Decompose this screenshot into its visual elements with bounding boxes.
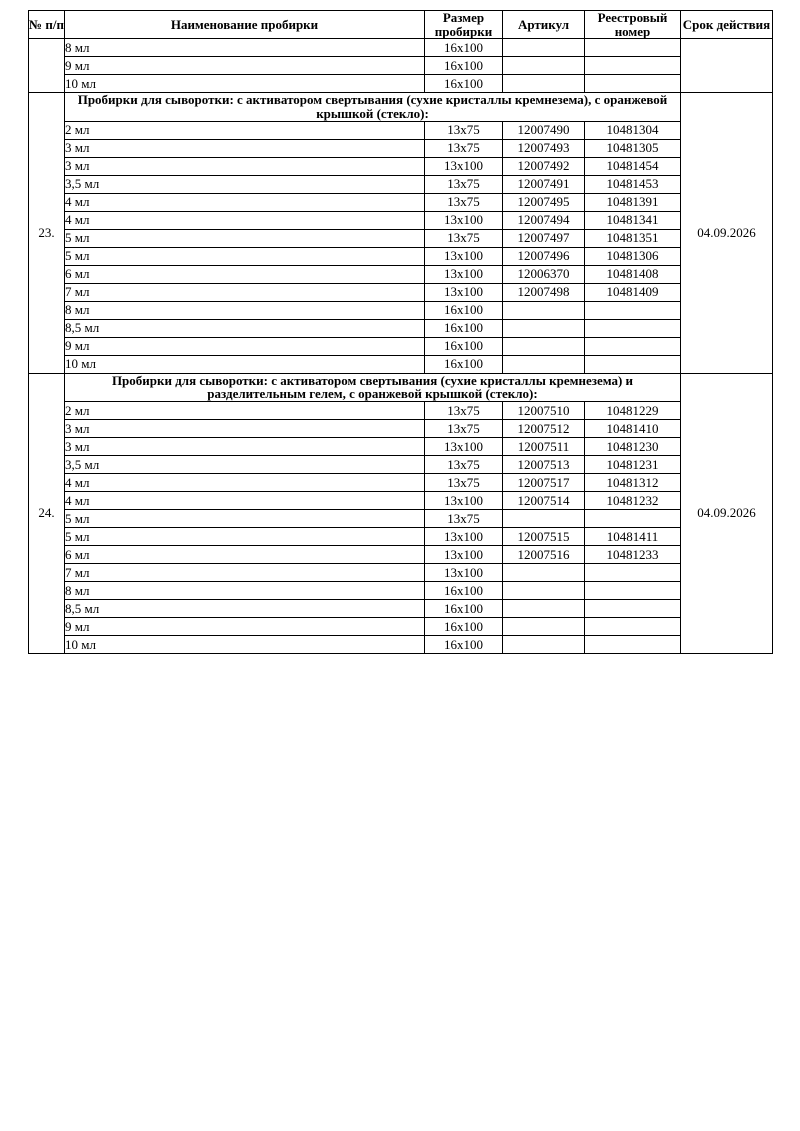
table-group-row (29, 93, 773, 121)
cell-article (503, 75, 585, 93)
cell-tube-size: 13x100 (425, 283, 503, 301)
cell-registry-number (585, 635, 681, 653)
table-row (29, 617, 773, 635)
cell-tube-size: 16x100 (425, 75, 503, 93)
cell-article (503, 581, 585, 599)
cell-tube-size: 16x100 (425, 319, 503, 337)
cell-registry-number: 10481408 (585, 265, 681, 283)
cell-tube-size: 13x100 (425, 437, 503, 455)
validity-date (681, 39, 773, 93)
cell-registry-number (585, 599, 681, 617)
cell-article (503, 337, 585, 355)
cell-tube-name: 9 мл (65, 617, 425, 635)
cell-tube-name: 3 мл (65, 157, 425, 175)
cell-tube-name: 7 мл (65, 283, 425, 301)
cell-tube-name: 4 мл (65, 473, 425, 491)
table-row (29, 635, 773, 653)
table-row (29, 229, 773, 247)
table-row (29, 193, 773, 211)
cell-tube-name: 10 мл (65, 75, 425, 93)
section-title: Пробирки для сыворотки: с активатором свертывания (сухие кристаллы кремнезема) и разделительным гелем, с оранжевой крышкой (стекло): (65, 373, 681, 401)
table-row (29, 39, 773, 57)
cell-tube-name: 8 мл (65, 39, 425, 57)
cell-tube-size: 16x100 (425, 617, 503, 635)
cell-tube-name: 8 мл (65, 301, 425, 319)
cell-registry-number: 10481409 (585, 283, 681, 301)
cell-article: 12007511 (503, 437, 585, 455)
column-header-validity: Срок действия (681, 11, 773, 39)
cell-tube-name: 8 мл (65, 581, 425, 599)
validity-date: 04.09.2026 (681, 373, 773, 653)
table-row (29, 455, 773, 473)
table-row (29, 355, 773, 373)
table-row (29, 437, 773, 455)
cell-tube-size: 16x100 (425, 57, 503, 75)
cell-tube-name: 3 мл (65, 437, 425, 455)
cell-article: 12007516 (503, 545, 585, 563)
table-row (29, 491, 773, 509)
cell-tube-size: 13x100 (425, 157, 503, 175)
cell-article: 12007517 (503, 473, 585, 491)
cell-registry-number: 10481454 (585, 157, 681, 175)
cell-tube-name: 3 мл (65, 139, 425, 157)
cell-registry-number: 10481233 (585, 545, 681, 563)
cell-tube-name: 8,5 мл (65, 599, 425, 617)
cell-tube-size: 13x75 (425, 229, 503, 247)
table-row (29, 75, 773, 93)
cell-registry-number (585, 39, 681, 57)
cell-tube-name: 10 мл (65, 635, 425, 653)
cell-registry-number (585, 57, 681, 75)
cell-article (503, 355, 585, 373)
cell-registry-number: 10481305 (585, 139, 681, 157)
cell-tube-size: 13x75 (425, 401, 503, 419)
cell-tube-name: 8,5 мл (65, 319, 425, 337)
cell-article: 12007515 (503, 527, 585, 545)
table-row (29, 581, 773, 599)
cell-registry-number (585, 75, 681, 93)
table-row (29, 265, 773, 283)
table-row (29, 319, 773, 337)
cell-tube-size: 13x75 (425, 193, 503, 211)
table-header (29, 11, 773, 39)
table-row (29, 301, 773, 319)
cell-registry-number: 10481411 (585, 527, 681, 545)
cell-registry-number (585, 319, 681, 337)
table-row (29, 545, 773, 563)
cell-registry-number: 10481232 (585, 491, 681, 509)
table-body (29, 39, 773, 654)
cell-article: 12007492 (503, 157, 585, 175)
cell-article: 12007498 (503, 283, 585, 301)
table-row (29, 283, 773, 301)
cell-article (503, 57, 585, 75)
cell-article: 12007491 (503, 175, 585, 193)
cell-registry-number (585, 509, 681, 527)
tube-specification-table (28, 10, 773, 654)
cell-registry-number: 10481231 (585, 455, 681, 473)
cell-article: 12007513 (503, 455, 585, 473)
cell-tube-name: 2 мл (65, 401, 425, 419)
section-number: 24. (29, 373, 65, 653)
cell-registry-number (585, 355, 681, 373)
table-row (29, 121, 773, 139)
cell-tube-name: 3 мл (65, 419, 425, 437)
cell-registry-number (585, 337, 681, 355)
cell-tube-size: 13x100 (425, 545, 503, 563)
cell-tube-size: 13x75 (425, 419, 503, 437)
table-row (29, 139, 773, 157)
cell-registry-number (585, 563, 681, 581)
cell-tube-name: 9 мл (65, 337, 425, 355)
cell-registry-number (585, 581, 681, 599)
validity-date: 04.09.2026 (681, 93, 773, 373)
table-row (29, 563, 773, 581)
cell-tube-name: 5 мл (65, 509, 425, 527)
cell-tube-name: 6 мл (65, 545, 425, 563)
cell-tube-size: 13x75 (425, 455, 503, 473)
cell-article (503, 509, 585, 527)
cell-registry-number: 10481391 (585, 193, 681, 211)
cell-article: 12007497 (503, 229, 585, 247)
cell-article: 12007493 (503, 139, 585, 157)
table-row (29, 527, 773, 545)
cell-tube-size: 16x100 (425, 635, 503, 653)
cell-tube-size: 13x75 (425, 509, 503, 527)
cell-article (503, 301, 585, 319)
cell-tube-size: 13x75 (425, 473, 503, 491)
table-row (29, 337, 773, 355)
cell-article: 12007514 (503, 491, 585, 509)
cell-tube-size: 16x100 (425, 599, 503, 617)
cell-tube-name: 4 мл (65, 491, 425, 509)
section-number (29, 39, 65, 93)
cell-tube-name: 5 мл (65, 229, 425, 247)
cell-tube-size: 16x100 (425, 301, 503, 319)
table-row (29, 401, 773, 419)
cell-article (503, 563, 585, 581)
cell-tube-size: 13x75 (425, 175, 503, 193)
cell-registry-number: 10481229 (585, 401, 681, 419)
cell-article (503, 635, 585, 653)
table-row (29, 599, 773, 617)
table-row (29, 175, 773, 193)
cell-tube-size: 13x75 (425, 139, 503, 157)
cell-article: 12007510 (503, 401, 585, 419)
table-row (29, 509, 773, 527)
cell-registry-number: 10481351 (585, 229, 681, 247)
table-row (29, 473, 773, 491)
cell-tube-name: 7 мл (65, 563, 425, 581)
cell-article: 12007490 (503, 121, 585, 139)
table-row (29, 157, 773, 175)
column-header-article: Артикул (503, 11, 585, 39)
cell-tube-name: 5 мл (65, 527, 425, 545)
cell-tube-name: 4 мл (65, 211, 425, 229)
cell-tube-size: 16x100 (425, 337, 503, 355)
table-row (29, 419, 773, 437)
cell-article: 12007495 (503, 193, 585, 211)
cell-tube-size: 13x100 (425, 265, 503, 283)
cell-article (503, 319, 585, 337)
column-header-size: Размер пробирки (425, 11, 503, 39)
cell-registry-number: 10481230 (585, 437, 681, 455)
cell-registry-number: 10481306 (585, 247, 681, 265)
cell-tube-name: 6 мл (65, 265, 425, 283)
column-header-registry-number: Реестровый номер (585, 11, 681, 39)
cell-tube-name: 5 мл (65, 247, 425, 265)
cell-tube-name: 3,5 мл (65, 175, 425, 193)
cell-article: 12006370 (503, 265, 585, 283)
table-row (29, 211, 773, 229)
table-group-row (29, 373, 773, 401)
column-header-name: Наименование пробирки (65, 11, 425, 39)
cell-registry-number: 10481410 (585, 419, 681, 437)
cell-article (503, 599, 585, 617)
cell-registry-number: 10481304 (585, 121, 681, 139)
cell-tube-size: 13x100 (425, 563, 503, 581)
cell-tube-name: 4 мл (65, 193, 425, 211)
cell-article (503, 617, 585, 635)
cell-tube-size: 13x100 (425, 491, 503, 509)
cell-tube-size: 16x100 (425, 39, 503, 57)
table-row (29, 57, 773, 75)
cell-article: 12007512 (503, 419, 585, 437)
section-number: 23. (29, 93, 65, 373)
table-row (29, 247, 773, 265)
section-title: Пробирки для сыворотки: с активатором свертывания (сухие кристаллы кремнезема), с оранжевой крышкой (стекло): (65, 93, 681, 121)
column-header-number: № п/п (29, 11, 65, 39)
cell-tube-size: 13x100 (425, 211, 503, 229)
cell-tube-size: 16x100 (425, 355, 503, 373)
cell-tube-size: 13x100 (425, 527, 503, 545)
cell-article: 12007496 (503, 247, 585, 265)
cell-registry-number: 10481341 (585, 211, 681, 229)
cell-article (503, 39, 585, 57)
cell-registry-number (585, 301, 681, 319)
cell-tube-name: 10 мл (65, 355, 425, 373)
cell-tube-size: 13x100 (425, 247, 503, 265)
cell-registry-number (585, 617, 681, 635)
cell-tube-name: 3,5 мл (65, 455, 425, 473)
cell-registry-number: 10481312 (585, 473, 681, 491)
cell-tube-size: 13x75 (425, 121, 503, 139)
cell-tube-name: 9 мл (65, 57, 425, 75)
cell-registry-number: 10481453 (585, 175, 681, 193)
cell-article: 12007494 (503, 211, 585, 229)
cell-tube-name: 2 мл (65, 121, 425, 139)
cell-tube-size: 16x100 (425, 581, 503, 599)
table-header-row (29, 11, 773, 39)
